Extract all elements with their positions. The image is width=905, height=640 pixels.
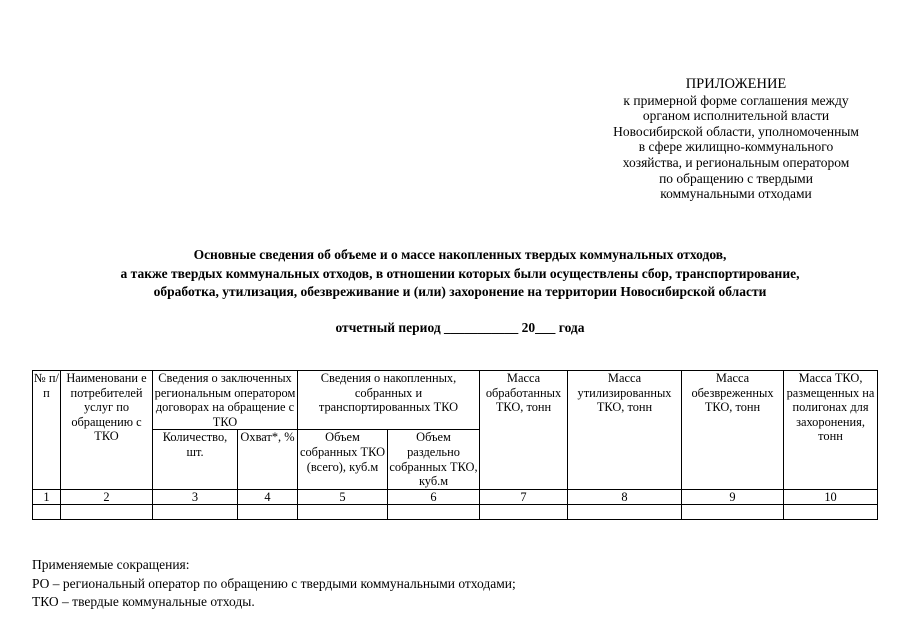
header-contracts-group: Сведения о заключенных региональным оператором договорах на обращение с ТКО — [153, 371, 298, 430]
waste-data-table — [32, 370, 878, 520]
column-number: 1 — [33, 489, 61, 504]
table-cell — [33, 504, 61, 519]
header-collected-volume: Объем собранных ТКО (всего), куб.м — [298, 430, 388, 489]
header-processed-mass: Масса обработанных ТКО, тонн — [480, 371, 568, 490]
header-coverage: Охват*, % — [238, 430, 298, 489]
reporting-period: отчетный период ___________ 20___ года — [335, 320, 585, 335]
appendix-line: хозяйства, и региональным оператором — [622, 154, 850, 170]
appendix-line: к примерной форме соглашения между — [623, 92, 849, 108]
column-number: 8 — [568, 489, 682, 504]
table-cell — [480, 504, 568, 519]
table-cell — [153, 504, 238, 519]
table-cell — [388, 504, 480, 519]
appendix-line: органом исполнительной власти — [642, 108, 830, 124]
header-neutralized-mass: Масса обезвреженных ТКО, тонн — [682, 371, 784, 490]
heading-line: Основные сведения об объеме и о массе накопленных твердых коммунальных отходов, — [193, 247, 727, 262]
appendix-block — [578, 77, 894, 202]
table-cell — [298, 504, 388, 519]
abbreviation-line: РО – региональный оператор по обращению с твердыми коммунальными отходами; — [32, 575, 516, 591]
document-heading — [60, 246, 860, 302]
column-number: 3 — [153, 489, 238, 504]
table-cell — [61, 504, 153, 519]
appendix-line: Новосибирской области, уполномоченным — [613, 123, 859, 139]
table-header-row — [33, 371, 878, 430]
column-number: 7 — [480, 489, 568, 504]
table-cell — [784, 504, 878, 519]
header-landfill-mass: Масса ТКО, размещенных на полигонах для захоронения, тонн — [784, 371, 878, 490]
table-row — [33, 504, 878, 519]
table-cell — [568, 504, 682, 519]
column-number: 5 — [298, 489, 388, 504]
heading-line: а также твердых коммунальных отходов, в отношении которых были осуществлены сбор, транспортирование, — [120, 265, 800, 281]
abbreviation-line: ТКО – твердые коммунальные отходы. — [32, 594, 255, 610]
column-number-row — [33, 489, 878, 504]
column-number: 10 — [784, 489, 878, 504]
header-number: № п/п — [33, 371, 61, 490]
appendix-line: коммунальными отходами — [660, 186, 812, 202]
header-utilized-mass: Масса утилизированных ТКО, тонн — [568, 371, 682, 490]
appendix-line: по обращению с твердыми — [659, 170, 813, 186]
table-cell — [238, 504, 298, 519]
column-number: 2 — [61, 489, 153, 504]
header-separate-volume: Объем раздельно собранных ТКО, куб.м — [389, 430, 478, 489]
header-consumer-name: Наименовани е потребителей услуг по обращению с ТКО — [61, 371, 153, 490]
table-cell — [682, 504, 784, 519]
column-number: 4 — [238, 489, 298, 504]
header-accumulated-group: Сведения о накопленных, собранных и транспортированных ТКО — [298, 371, 480, 430]
appendix-title: ПРИЛОЖЕНИЕ — [685, 76, 787, 92]
heading-line: обработка, утилизация, обезвреживание и (или) захоронение на территории Новосибирской области — [153, 284, 767, 300]
header-contract-count: Количество, шт. — [153, 430, 238, 489]
column-number: 6 — [388, 489, 480, 504]
abbreviations-title: Применяемые сокращения: — [32, 557, 190, 572]
abbreviations-block — [32, 556, 516, 612]
appendix-line: в сфере жилищно-коммунального — [638, 139, 834, 155]
column-number: 9 — [682, 489, 784, 504]
